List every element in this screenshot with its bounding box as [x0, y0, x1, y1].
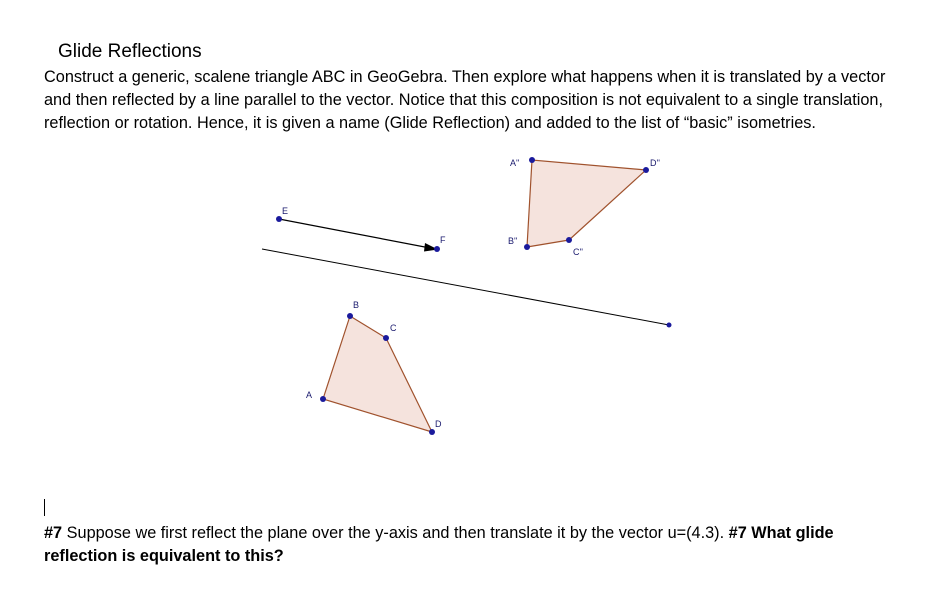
reflection-line-endpoint — [667, 323, 672, 328]
text-cursor — [44, 499, 45, 516]
label-a: A — [306, 390, 313, 400]
intro-paragraph: Construct a generic, scalene triangle ABC in GeoGebra. Then explore what happens when it is translated by a vector and then reflected by a line parallel to the vector. Notice that this composition is not equivalent to a single translation, reflection or rotation. Hence, it is given a name (Glide Reflection) and added to the list of “basic” isometries. — [44, 68, 886, 132]
point-f — [434, 246, 440, 252]
label-e: E — [282, 206, 289, 216]
point-b2 — [524, 244, 530, 250]
label-d: D — [435, 419, 442, 429]
question-7-label: #7 — [44, 524, 63, 542]
question-7-label-repeat: #7 — [728, 524, 747, 542]
point-c — [383, 335, 389, 341]
point-a — [320, 396, 326, 402]
point-c2 — [566, 237, 572, 243]
vector-ef — [279, 219, 430, 248]
section-title: Glide Reflections — [58, 41, 202, 62]
point-d — [429, 429, 435, 435]
question-7 — [44, 522, 904, 568]
point-a2 — [529, 157, 535, 163]
reflection-line — [262, 249, 669, 325]
polygon-abcd — [323, 316, 432, 432]
label-c2: C'' — [573, 247, 583, 257]
polygon-a2b2c2d2 — [527, 160, 646, 247]
label-f: F — [440, 235, 446, 245]
label-a2: A'' — [510, 158, 520, 168]
point-b — [347, 313, 353, 319]
label-d2: D'' — [650, 158, 660, 168]
point-d2 — [643, 167, 649, 173]
label-b: B — [353, 300, 360, 310]
point-e — [276, 216, 282, 222]
label-c: C — [390, 323, 397, 333]
question-7-text: Suppose we first reflect the plane over the y-axis and then translate it by the vector u=(4.3). — [62, 524, 729, 542]
label-b2: B'' — [508, 236, 518, 246]
question-7-bold-text: What glide reflection is equivalent to this? — [44, 524, 834, 565]
